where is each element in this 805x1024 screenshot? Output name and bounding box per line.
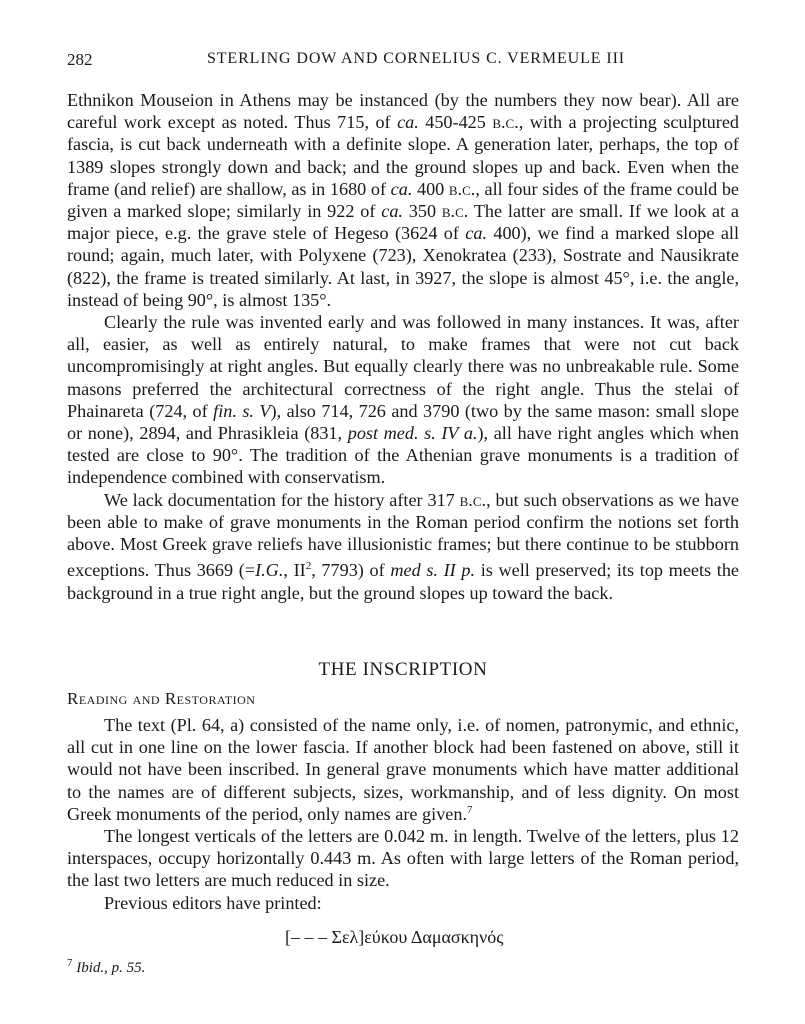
footnote-text: Ibid., p. 55. <box>76 960 146 976</box>
footnote <box>67 957 146 977</box>
paragraph-roman-period: We lack documentation for the history after 317 b.c., but such observations as we have been able to make of grave monuments in the Roman period confirm the notions set forth above. Most Greek grave reliefs have illusionistic frames; but there continue to be stubborn exceptions. Thus 3669 (=I.G., $II^2$, 7793) of med s. II p. is well preserved; its top meets the background in a true right angle, but the ground slopes up toward the back. <box>67 489 739 603</box>
running-title: STERLING DOW AND CORNELIUS C. VERMEULE III <box>206 50 626 67</box>
body-text <box>67 89 739 604</box>
paragraph-frames: Ethnikon Mouseion in Athens may be instanced (by the numbers they now bear). All are careful work except as noted. Thus 715, of ca. 450-425 b.c., with a projecting sculptured fascia, is cut back underneath with a definite slope. A generation later, perhaps, the top of 1389 slopes strongly down and back; and the ground slopes up and back. Even when the frame (and relief) are shallow, as in 1680 of ca. 400 b.c., all four sides of the frame could be given a marked slope; similarly in 922 of ca. 350 b.c. The latter are small. If we look at a major piece, e.g. the grave stele of Hegeso (3624 of ca. 400), we find a marked slope all round; again, much later, with Polyxene (723), Xenokratea (233), Sostrate and Nausikrate (822), the frame is treated similarly. At last, in 3927, the slope is almost 45°, i.e. the angle, instead of being 90°, is almost 135°. <box>67 90 740 310</box>
subsection-heading: Reading and Restoration <box>67 689 256 708</box>
page-number: 282 <box>67 50 93 69</box>
paragraph-rule: Clearly the rule was invented early and was followed in many instances. It was, after all, easier, as well as entirely natural, to make frames that were not cut back uncompromisingly at right angles. But equally clearly there was no unbreakable rule. Some masons preferred the architectural correctness of the right angle. Thus the stelai of Phainareta (724, of fin. s. V), also 714, 726 and 3790 (two by the same mason: small slope or none), 2894, and Phrasikleia (831, post med. s. IV a.), all have right angles which when tested are close to 90°. The tradition of the Athenian grave monuments is a tradition of independence combined with conservatism. <box>67 312 740 488</box>
paragraph-previous-editors: Previous editors have printed: <box>104 892 322 913</box>
greek-inscription-line: [– – – Σελ]εύκου Δαμασκηνός <box>285 927 504 947</box>
section-heading: THE INSCRIPTION <box>318 659 488 680</box>
page-header <box>67 50 739 72</box>
paragraph-text-description: The text (Pl. 64, a) consisted of the name only, i.e. of nomen, patronymic, and ethnic, all cut in one line on the lower fascia. If another block had been fastened on above, still it would not have been inscribed. In general grave monuments which have matter additional to the names are of different subjects, sizes, workmanship, and of less dignity. On most Greek monuments of the period, only names are given.$^7$ <box>67 715 739 824</box>
paragraph-letter-measurements: The longest verticals of the letters are 0.042 m. in length. Twelve of the letters, plus 12 interspaces, occupy horizontally 0.443 m. As often with large letters of the Roman period, the last two letters are much reduced in size. <box>67 826 739 891</box>
body-text-inscription <box>67 714 739 914</box>
footnote-mark: 7 <box>67 957 73 969</box>
